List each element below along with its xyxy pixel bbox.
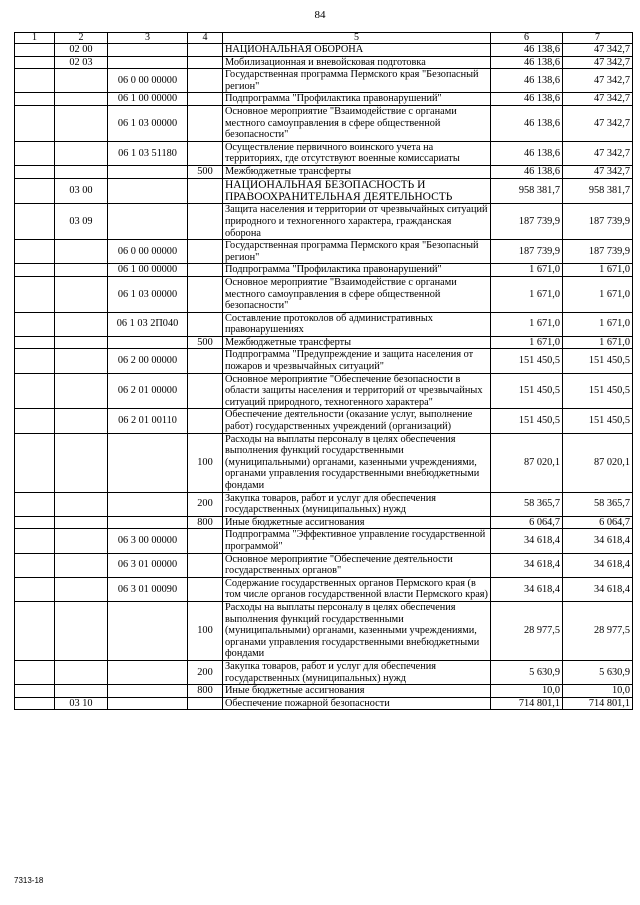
target-article-code xyxy=(108,685,188,698)
target-article-code xyxy=(108,178,188,204)
target-article-code xyxy=(108,601,188,660)
table-row xyxy=(15,276,633,312)
section-code xyxy=(55,685,108,698)
section-code: 03 10 xyxy=(55,697,108,710)
item-name: Закупка товаров, работ и услуг для обеспечения государственных (муниципальных) нужд xyxy=(223,660,491,684)
amount-year-1: 28 977,5 xyxy=(491,601,563,660)
section-code xyxy=(55,240,108,264)
table-row xyxy=(15,349,633,373)
document-code: 7313-18 xyxy=(14,876,44,885)
target-article-code: 06 1 03 00000 xyxy=(108,276,188,312)
amount-year-2: 1 671,0 xyxy=(563,312,633,336)
amount-year-1: 46 138,6 xyxy=(491,105,563,141)
column-header: 6 xyxy=(491,33,563,44)
empty-cell xyxy=(15,577,55,601)
empty-cell xyxy=(15,165,55,178)
empty-cell xyxy=(15,553,55,577)
expense-type-code xyxy=(188,93,223,106)
empty-cell xyxy=(15,697,55,710)
amount-year-1: 87 020,1 xyxy=(491,433,563,492)
amount-year-2: 34 618,4 xyxy=(563,553,633,577)
empty-cell xyxy=(15,276,55,312)
item-name: Обеспечение пожарной безопасности xyxy=(223,697,491,710)
section-code xyxy=(55,349,108,373)
table-row xyxy=(15,553,633,577)
amount-year-2: 34 618,4 xyxy=(563,529,633,553)
expense-type-code xyxy=(188,141,223,165)
amount-year-2: 47 342,7 xyxy=(563,141,633,165)
column-header: 2 xyxy=(55,33,108,44)
table-row xyxy=(15,492,633,516)
empty-cell xyxy=(15,312,55,336)
expense-type-code xyxy=(188,276,223,312)
empty-cell xyxy=(15,178,55,204)
expense-type-code xyxy=(188,697,223,710)
table-row xyxy=(15,336,633,349)
amount-year-2: 47 342,7 xyxy=(563,56,633,69)
amount-year-1: 1 671,0 xyxy=(491,276,563,312)
target-article-code xyxy=(108,56,188,69)
expense-type-code: 100 xyxy=(188,601,223,660)
item-name: Основное мероприятие "Обеспечение безопасности в области защиты населения и территорий от чрезвычайных ситуаций природного, техногенного характера" xyxy=(223,373,491,409)
table-row xyxy=(15,529,633,553)
amount-year-2: 6 064,7 xyxy=(563,516,633,529)
amount-year-1: 6 064,7 xyxy=(491,516,563,529)
expense-type-code xyxy=(188,178,223,204)
expense-type-code xyxy=(188,349,223,373)
section-code xyxy=(55,492,108,516)
expense-type-code xyxy=(188,373,223,409)
amount-year-1: 58 365,7 xyxy=(491,492,563,516)
amount-year-1: 151 450,5 xyxy=(491,409,563,433)
expense-type-code xyxy=(188,240,223,264)
amount-year-2: 151 450,5 xyxy=(563,373,633,409)
budget-table xyxy=(14,32,633,710)
section-code xyxy=(55,373,108,409)
item-name: Иные бюджетные ассигнования xyxy=(223,516,491,529)
target-article-code: 06 3 00 00000 xyxy=(108,529,188,553)
section-code xyxy=(55,433,108,492)
target-article-code xyxy=(108,433,188,492)
table-row xyxy=(15,685,633,698)
empty-cell xyxy=(15,93,55,106)
target-article-code: 06 3 01 00000 xyxy=(108,553,188,577)
item-name: Основное мероприятие "Обеспечение деятельности государственных органов" xyxy=(223,553,491,577)
target-article-code xyxy=(108,44,188,57)
amount-year-2: 47 342,7 xyxy=(563,69,633,93)
table-row xyxy=(15,44,633,57)
empty-cell xyxy=(15,141,55,165)
expense-type-code: 800 xyxy=(188,516,223,529)
table-row xyxy=(15,69,633,93)
page-number: 84 xyxy=(314,9,326,21)
item-name: Обеспечение деятельности (оказание услуг, выполнение работ) государственных учреждений (организаций) xyxy=(223,409,491,433)
expense-type-code: 200 xyxy=(188,660,223,684)
expense-type-code: 500 xyxy=(188,336,223,349)
amount-year-2: 151 450,5 xyxy=(563,409,633,433)
expense-type-code: 200 xyxy=(188,492,223,516)
section-code xyxy=(55,577,108,601)
table-row xyxy=(15,178,633,204)
table-row xyxy=(15,660,633,684)
item-name: Закупка товаров, работ и услуг для обеспечения государственных (муниципальных) нужд xyxy=(223,492,491,516)
empty-cell xyxy=(15,204,55,240)
column-header: 5 xyxy=(223,33,491,44)
amount-year-2: 28 977,5 xyxy=(563,601,633,660)
amount-year-1: 1 671,0 xyxy=(491,264,563,277)
expense-type-code xyxy=(188,577,223,601)
target-article-code: 06 0 00 00000 xyxy=(108,240,188,264)
amount-year-2: 10,0 xyxy=(563,685,633,698)
column-header: 1 xyxy=(15,33,55,44)
amount-year-1: 5 630,9 xyxy=(491,660,563,684)
item-name: НАЦИОНАЛЬНАЯ ОБОРОНА xyxy=(223,44,491,57)
amount-year-1: 1 671,0 xyxy=(491,312,563,336)
empty-cell xyxy=(15,660,55,684)
expense-type-code xyxy=(188,69,223,93)
target-article-code: 06 2 01 00110 xyxy=(108,409,188,433)
section-code xyxy=(55,660,108,684)
item-name: Расходы на выплаты персоналу в целях обеспечения выполнения функций государственными (муниципальными) органами, казенными учреждениями, органами управления государственными внебюджетными фондами xyxy=(223,433,491,492)
empty-cell xyxy=(15,409,55,433)
table-row xyxy=(15,56,633,69)
expense-type-code xyxy=(188,553,223,577)
target-article-code: 06 1 00 00000 xyxy=(108,264,188,277)
section-code xyxy=(55,529,108,553)
target-article-code: 06 1 00 00000 xyxy=(108,93,188,106)
target-article-code xyxy=(108,660,188,684)
section-code xyxy=(55,165,108,178)
expense-type-code xyxy=(188,312,223,336)
expense-type-code xyxy=(188,56,223,69)
amount-year-1: 34 618,4 xyxy=(491,529,563,553)
section-code: 02 03 xyxy=(55,56,108,69)
target-article-code: 06 1 03 51180 xyxy=(108,141,188,165)
item-name: Подпрограмма "Эффективное управление государственной программой" xyxy=(223,529,491,553)
section-code xyxy=(55,141,108,165)
item-name: Защита населения и территории от чрезвычайных ситуаций природного и техногенного характера, гражданская оборона xyxy=(223,204,491,240)
amount-year-1: 46 138,6 xyxy=(491,69,563,93)
amount-year-2: 187 739,9 xyxy=(563,240,633,264)
table-row xyxy=(15,577,633,601)
section-code xyxy=(55,312,108,336)
table-row xyxy=(15,373,633,409)
item-name: Межбюджетные трансферты xyxy=(223,165,491,178)
table-row xyxy=(15,105,633,141)
target-article-code xyxy=(108,204,188,240)
amount-year-1: 151 450,5 xyxy=(491,373,563,409)
empty-cell xyxy=(15,349,55,373)
item-name: Осуществление первичного воинского учета на территориях, где отсутствуют военные комиссариаты xyxy=(223,141,491,165)
empty-cell xyxy=(15,336,55,349)
empty-cell xyxy=(15,601,55,660)
target-article-code: 06 1 03 2П040 xyxy=(108,312,188,336)
amount-year-2: 47 342,7 xyxy=(563,105,633,141)
section-code xyxy=(55,601,108,660)
expense-type-code: 100 xyxy=(188,433,223,492)
amount-year-1: 714 801,1 xyxy=(491,697,563,710)
item-name: Подпрограмма "Предупреждение и защита населения от пожаров и чрезвычайных ситуаций" xyxy=(223,349,491,373)
amount-year-2: 47 342,7 xyxy=(563,93,633,106)
expense-type-code xyxy=(188,204,223,240)
target-article-code: 06 3 01 00090 xyxy=(108,577,188,601)
table-header-row xyxy=(15,33,633,44)
target-article-code: 06 0 00 00000 xyxy=(108,69,188,93)
section-code xyxy=(55,409,108,433)
target-article-code xyxy=(108,697,188,710)
empty-cell xyxy=(15,492,55,516)
amount-year-1: 46 138,6 xyxy=(491,141,563,165)
section-code xyxy=(55,69,108,93)
target-article-code: 06 2 00 00000 xyxy=(108,349,188,373)
target-article-code xyxy=(108,165,188,178)
column-header: 4 xyxy=(188,33,223,44)
amount-year-2: 47 342,7 xyxy=(563,165,633,178)
section-code xyxy=(55,516,108,529)
empty-cell xyxy=(15,529,55,553)
item-name: Основное мероприятие "Взаимодействие с органами местного самоуправления в сфере общественной безопасности" xyxy=(223,105,491,141)
column-header: 7 xyxy=(563,33,633,44)
amount-year-2: 1 671,0 xyxy=(563,276,633,312)
table-row xyxy=(15,697,633,710)
amount-year-1: 187 739,9 xyxy=(491,204,563,240)
section-code: 03 09 xyxy=(55,204,108,240)
table-row xyxy=(15,516,633,529)
empty-cell xyxy=(15,373,55,409)
empty-cell xyxy=(15,56,55,69)
section-code xyxy=(55,264,108,277)
empty-cell xyxy=(15,44,55,57)
section-code xyxy=(55,553,108,577)
table-row xyxy=(15,240,633,264)
empty-cell xyxy=(15,264,55,277)
section-code xyxy=(55,336,108,349)
amount-year-2: 34 618,4 xyxy=(563,577,633,601)
target-article-code xyxy=(108,516,188,529)
amount-year-2: 958 381,7 xyxy=(563,178,633,204)
table-row xyxy=(15,264,633,277)
table-row xyxy=(15,409,633,433)
amount-year-1: 46 138,6 xyxy=(491,165,563,178)
item-name: Государственная программа Пермского края "Безопасный регион" xyxy=(223,69,491,93)
target-article-code: 06 1 03 00000 xyxy=(108,105,188,141)
amount-year-1: 1 671,0 xyxy=(491,336,563,349)
table-row xyxy=(15,165,633,178)
amount-year-2: 5 630,9 xyxy=(563,660,633,684)
table-row xyxy=(15,93,633,106)
expense-type-code xyxy=(188,529,223,553)
amount-year-2: 1 671,0 xyxy=(563,264,633,277)
amount-year-1: 10,0 xyxy=(491,685,563,698)
expense-type-code: 800 xyxy=(188,685,223,698)
empty-cell xyxy=(15,516,55,529)
amount-year-1: 46 138,6 xyxy=(491,56,563,69)
expense-type-code xyxy=(188,105,223,141)
empty-cell xyxy=(15,433,55,492)
amount-year-1: 46 138,6 xyxy=(491,44,563,57)
item-name: Иные бюджетные ассигнования xyxy=(223,685,491,698)
table-row xyxy=(15,433,633,492)
expense-type-code xyxy=(188,409,223,433)
amount-year-1: 34 618,4 xyxy=(491,577,563,601)
expense-type-code xyxy=(188,44,223,57)
table-row xyxy=(15,312,633,336)
target-article-code xyxy=(108,336,188,349)
table-row xyxy=(15,601,633,660)
item-name: НАЦИОНАЛЬНАЯ БЕЗОПАСНОСТЬ И ПРАВООХРАНИТЕЛЬНАЯ ДЕЯТЕЛЬНОСТЬ xyxy=(223,178,491,204)
item-name: Межбюджетные трансферты xyxy=(223,336,491,349)
table-row xyxy=(15,204,633,240)
amount-year-1: 958 381,7 xyxy=(491,178,563,204)
amount-year-2: 58 365,7 xyxy=(563,492,633,516)
target-article-code xyxy=(108,492,188,516)
column-header: 3 xyxy=(108,33,188,44)
target-article-code: 06 2 01 00000 xyxy=(108,373,188,409)
section-code: 02 00 xyxy=(55,44,108,57)
empty-cell xyxy=(15,69,55,93)
expense-type-code: 500 xyxy=(188,165,223,178)
item-name: Подпрограмма "Профилактика правонарушений" xyxy=(223,264,491,277)
amount-year-2: 187 739,9 xyxy=(563,204,633,240)
item-name: Государственная программа Пермского края "Безопасный регион" xyxy=(223,240,491,264)
amount-year-1: 34 618,4 xyxy=(491,553,563,577)
amount-year-1: 151 450,5 xyxy=(491,349,563,373)
empty-cell xyxy=(15,685,55,698)
amount-year-1: 46 138,6 xyxy=(491,93,563,106)
amount-year-1: 187 739,9 xyxy=(491,240,563,264)
amount-year-2: 87 020,1 xyxy=(563,433,633,492)
section-code xyxy=(55,93,108,106)
empty-cell xyxy=(15,240,55,264)
item-name: Основное мероприятие "Взаимодействие с органами местного самоуправления в сфере общественной безопасности" xyxy=(223,276,491,312)
item-name: Содержание государственных органов Пермского края (в том числе органов государственной власти Пермского края) xyxy=(223,577,491,601)
item-name: Расходы на выплаты персоналу в целях обеспечения выполнения функций государственными (муниципальными) органами, казенными учреждениями, органами управления государственными внебюджетными фондами xyxy=(223,601,491,660)
table-row xyxy=(15,141,633,165)
section-code: 03 00 xyxy=(55,178,108,204)
item-name: Мобилизационная и вневойсковая подготовка xyxy=(223,56,491,69)
amount-year-2: 1 671,0 xyxy=(563,336,633,349)
empty-cell xyxy=(15,105,55,141)
amount-year-2: 714 801,1 xyxy=(563,697,633,710)
section-code xyxy=(55,105,108,141)
section-code xyxy=(55,276,108,312)
amount-year-2: 47 342,7 xyxy=(563,44,633,57)
expense-type-code xyxy=(188,264,223,277)
amount-year-2: 151 450,5 xyxy=(563,349,633,373)
item-name: Подпрограмма "Профилактика правонарушений" xyxy=(223,93,491,106)
item-name: Составление протоколов об административных правонарушениях xyxy=(223,312,491,336)
